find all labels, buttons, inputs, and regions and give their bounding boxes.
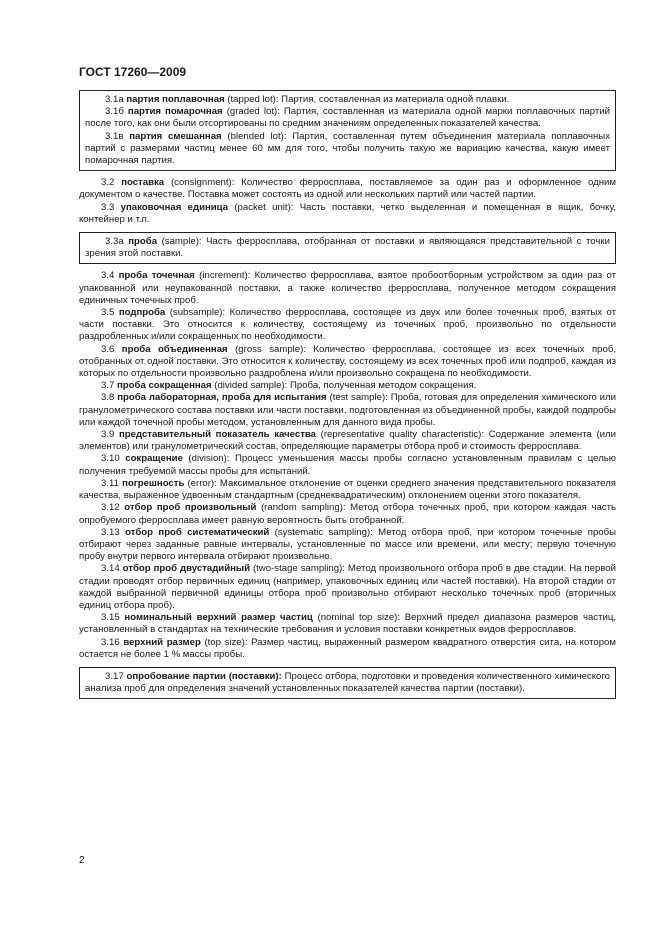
term-name: проба	[128, 236, 158, 248]
clause-number: 3.17	[105, 670, 124, 682]
term-name: отбор проб произвольный	[124, 502, 257, 514]
term-name: проба точечная	[118, 270, 195, 282]
term-definition: (sample): Часть ферросплава, отобранная от поставки и являющаяся представительной с точки зрения этой поставки.	[85, 236, 610, 260]
term-name: отбор проб двустадийный	[122, 563, 250, 575]
term-name: проба лабораторная, проба для испытания	[117, 392, 327, 404]
term-name: упаковочная единица	[120, 201, 229, 213]
term-definition: (increment): Количество ферросплава, взятое пробоотборным устройством за один раз от упакованной или неупакованной поставки, а также количество ферросплава, полученное методом сокращения единичных точечных проб.	[79, 270, 616, 306]
term-name: партия помарочная	[127, 106, 223, 118]
term-definition: (graded lot): Партия, составленная из материала одной марки поплавочных партий после того, как они были отсортированы по средним значениям определенных показателей качества.	[85, 106, 610, 130]
document-body	[79, 90, 616, 705]
boxed-amendment	[79, 232, 616, 264]
term-name: подпроба	[118, 307, 166, 319]
page-number: 2	[79, 855, 85, 866]
clause-number: 3.3а	[105, 236, 124, 248]
definition-paragraph	[85, 106, 610, 130]
clause-number: 3.5	[101, 307, 115, 319]
term-definition: (packet unit): Часть поставки, четко выделенная и помещенная в ящик, бочку, контейнер и т.п.	[79, 201, 616, 225]
definition-paragraph	[79, 380, 616, 392]
term-definition: (division): Процесс уменьшения массы пробы согласно установленным правилам с целью получения требуемой массы пробы для испытаний.	[79, 453, 616, 477]
term-name: верхний размер	[123, 636, 201, 648]
term-definition: (representative quality characteristic): Содержание элемента (или элементов) или гранулометрический состав, определяющие параметры отбора проб и стоимость ферросплава.	[79, 429, 616, 453]
definition-paragraph	[79, 392, 616, 429]
term-name: партия смешанная	[129, 130, 222, 142]
term-name: партия поплавочная	[126, 94, 225, 105]
term-name: поставка	[121, 177, 165, 189]
term-name: сокращение	[125, 453, 183, 465]
definition-paragraph	[79, 177, 616, 201]
term-definition: (test sample): Проба, готовая для определения химического или гранулометрического состава поставки или части поставки, подготовленная из объединенной пробы, каждой подпробы или каждой точечной пробы методом, установленным для данного вида пробы.	[79, 392, 617, 428]
definition-paragraph	[79, 502, 616, 526]
term-definition: (systematic sampling): Метод отбора проб, при котором точечные пробы отбирают через заданные равные интервалы, установленные по массе или времени, или месту; первую точечную пробу внутри первого интервала отбирают произвольно.	[79, 526, 617, 563]
boxed-amendment	[79, 90, 616, 171]
clause-number: 3.7	[101, 380, 115, 392]
term-definition: (nominal top size): Верхний предел диапазона размеров частиц, установленный в стандартах на технические требования и условия поставки конкретных видов ферросплавов.	[79, 612, 616, 636]
document-header: ГОСТ 17260—2009	[79, 65, 187, 79]
clause-number: 3.14	[101, 563, 120, 575]
term-definition: (error): Максимальное отклонение от оценки среднего значения представительного показателя качества, выраженное удвоенным стандартным (среднеквадратическим) отклонением оценки этого показателя.	[79, 477, 616, 502]
term-name: проба сокращенная	[117, 380, 212, 392]
clause-number: 3.15	[101, 612, 120, 624]
term-name: отбор проб систематический	[125, 526, 270, 538]
term-definition: (blended lot): Партия, составленная путем объединения материала поплавочных партий с размерами частиц менее 60 мм для того, чтобы получить такую же вариацию качества, какую имеет помарочная партия.	[85, 130, 610, 167]
term-definition: (random sampling): Метод отбора точечных проб, при котором каждая часть опробуемого ферросплава имеет равную вероятность быть отобранной.	[79, 502, 616, 526]
clause-number: 3.9	[101, 429, 115, 441]
clause-number: 3.13	[101, 526, 120, 538]
clause-number: 3.16	[101, 636, 120, 648]
definition-paragraph	[79, 612, 616, 636]
term-name: номинальный верхний размер частиц	[124, 612, 313, 624]
definition-paragraph	[79, 453, 616, 477]
definition-paragraph	[79, 637, 616, 661]
definition-paragraph	[79, 478, 616, 502]
term-name: проба объединенная	[121, 343, 228, 355]
clause-number: 3.6	[101, 343, 115, 355]
term-name: представительный показатель качества	[118, 429, 317, 441]
term-definition: (consignment): Количество ферросплава, поставляемое за один раз и оформленное одним документом о качестве. Поставка может состоять из одной или нескольких партий или частей партии.	[79, 177, 616, 201]
term-definition: (top size): Размер частиц, выраженный размером квадратного отверстия сита, на котором остается не более 1 % массы пробы.	[79, 636, 616, 660]
boxed-amendment	[79, 667, 616, 699]
definition-paragraph	[79, 307, 616, 344]
definition-paragraph	[79, 429, 616, 453]
clause-number: 3.3	[101, 201, 115, 213]
definition-paragraph	[85, 94, 610, 106]
clause-number: 3.8	[101, 392, 115, 404]
definition-paragraph	[85, 236, 610, 260]
definition-paragraph	[85, 131, 610, 168]
term-definition: (tapped lot): Партия, составленная из материала одной плавки.	[224, 94, 510, 105]
definition-paragraph	[79, 527, 616, 564]
definition-paragraph	[79, 563, 616, 612]
term-definition: (two-stage sampling): Метод произвольного отбора проб в две стадии. На первой стадии проводят отбор первичных единиц (например, упаковочных единиц или частей поставки). На второй стадии от каждой выбранной первичной единицы отбора проб произвольно отбирают несколько точечных проб (вторичных единиц отбора проб).	[79, 563, 616, 611]
definition-paragraph	[79, 344, 616, 381]
term-definition: (divided sample): Проба, полученная методом сокращения.	[211, 380, 477, 392]
term-definition: Процесс отбора, подготовки и проведения количественного химического анализа проб для определения значений установленных показателей качества партии (поставки).	[85, 670, 610, 695]
term-definition: (subsample): Количество ферросплава, состоящее из двух или более точечных проб, взятых от части поставки. Это относится к количеству, состоящему из точечных проб, произвольно по отдельности раздробленных и/или сокращенных по необходимости.	[79, 307, 616, 343]
term-name: опробование партии (поставки):	[126, 670, 282, 682]
term-definition: (gross sample): Количество ферросплава, состоящее из всех точечных проб, отобранных от одной поставки. Это относится к количеству, состоящему из всех точечных проб или подпроб, каждая из которых по отдельности произвольно раздроблена и/или произвольно сокращена по необходимости.	[79, 343, 616, 380]
clause-number: 3.10	[101, 453, 120, 465]
clause-number: 3.1а	[105, 94, 124, 105]
term-name: погрешность	[122, 477, 185, 489]
clause-number: 3.2	[101, 177, 115, 189]
clause-number: 3.1в	[105, 130, 124, 142]
clause-number: 3.1б	[105, 106, 124, 118]
clause-number: 3.12	[101, 502, 120, 514]
definition-group	[79, 270, 616, 661]
clause-number: 3.11	[101, 477, 119, 489]
definition-paragraph	[79, 270, 616, 307]
definition-paragraph	[79, 202, 616, 226]
definition-paragraph	[85, 671, 610, 695]
clause-number: 3.4	[101, 270, 115, 282]
definition-group	[79, 177, 616, 226]
